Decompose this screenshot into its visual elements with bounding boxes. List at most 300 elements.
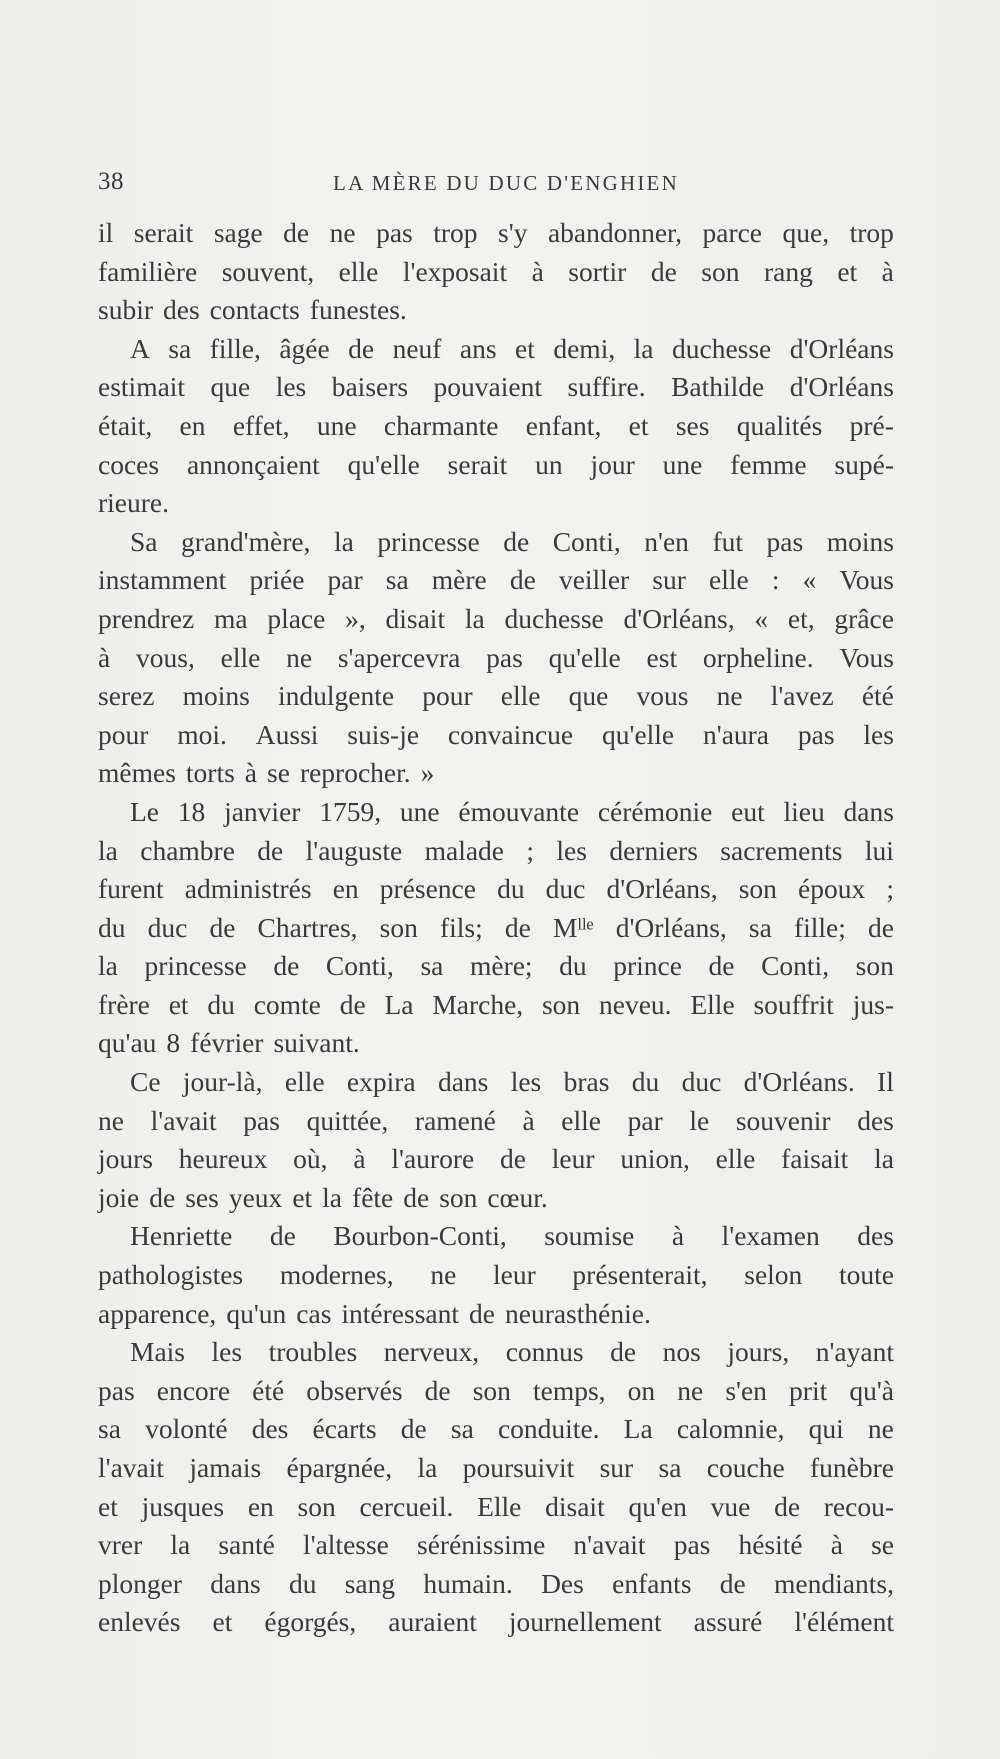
text-line xyxy=(98,1449,894,1488)
word: 1759, xyxy=(319,795,382,827)
word: humain. xyxy=(423,1567,513,1599)
word: n'avait xyxy=(573,1529,646,1561)
word: son xyxy=(379,911,418,943)
word: trop xyxy=(849,217,894,248)
word: mère; xyxy=(469,950,533,982)
text-line xyxy=(98,1488,894,1527)
word: pas xyxy=(243,1104,280,1136)
text-line xyxy=(98,986,894,1025)
word: écarts xyxy=(312,1413,377,1445)
word: de xyxy=(469,1297,495,1329)
word: furent xyxy=(98,873,164,905)
word: les xyxy=(510,1066,542,1098)
word: elle xyxy=(338,255,379,287)
word: de xyxy=(283,217,310,248)
word: Bourbon-Conti, xyxy=(333,1220,507,1252)
word: la xyxy=(98,950,118,982)
word: pour xyxy=(422,680,473,712)
word: Des xyxy=(541,1567,584,1599)
word: couche xyxy=(706,1452,785,1483)
text-line xyxy=(98,1410,894,1449)
word: ma xyxy=(213,602,248,634)
text-line xyxy=(98,1526,894,1565)
word: poursuivit xyxy=(462,1452,575,1483)
word: suis-je xyxy=(347,718,420,750)
word: de xyxy=(424,1374,451,1406)
word: égorgés, xyxy=(264,1606,357,1638)
word: de xyxy=(403,1181,430,1213)
word: apparence, xyxy=(98,1297,217,1329)
word: d'Orléans, xyxy=(615,911,727,943)
word: enfant, xyxy=(525,409,602,441)
word: l'avait xyxy=(98,1452,165,1483)
word: la xyxy=(874,1143,894,1175)
word: dans xyxy=(843,795,894,827)
word: trop xyxy=(433,217,478,248)
text-line xyxy=(98,832,894,871)
word: troubles xyxy=(268,1336,358,1368)
word: de xyxy=(269,1220,296,1252)
word: son xyxy=(541,988,581,1020)
word: neveu. xyxy=(599,988,672,1020)
word: comte xyxy=(253,988,321,1020)
word: en xyxy=(247,1490,274,1522)
text-line xyxy=(98,600,894,639)
word: l'exposait xyxy=(402,255,508,287)
word: se xyxy=(871,1529,894,1561)
word: cérémonie xyxy=(597,795,713,827)
word: disait xyxy=(385,602,446,634)
word: sérénissime xyxy=(417,1529,546,1561)
word: elle xyxy=(284,1066,325,1098)
word: administrés xyxy=(184,873,312,905)
word: pas xyxy=(673,1529,711,1561)
word: duchesse xyxy=(504,602,604,634)
word: jusques xyxy=(141,1490,225,1522)
word: Conti, xyxy=(761,950,830,982)
word: estimait xyxy=(98,371,186,403)
word: d'Orléans xyxy=(789,371,894,403)
word: enfants xyxy=(612,1567,692,1599)
word: février xyxy=(190,1027,264,1059)
word: pas xyxy=(797,718,835,750)
word: les xyxy=(556,834,587,866)
word: encore xyxy=(156,1374,231,1406)
word: disait xyxy=(545,1490,605,1522)
text-line xyxy=(98,870,894,909)
word: nos xyxy=(662,1336,701,1368)
word: son xyxy=(701,255,740,287)
word: duc xyxy=(681,1066,722,1098)
word: : xyxy=(771,564,780,596)
word: cœur. xyxy=(487,1181,548,1213)
word: abandonner, xyxy=(547,217,682,248)
word: de xyxy=(339,988,366,1020)
word: l'avait xyxy=(150,1104,217,1136)
word: malade xyxy=(424,834,505,866)
word: de xyxy=(503,525,530,557)
word: pathologistes xyxy=(98,1259,244,1291)
word: enlevés xyxy=(98,1606,181,1638)
word: bras xyxy=(563,1066,610,1098)
word: s'y xyxy=(498,217,528,248)
word: d'Orléans xyxy=(789,332,894,364)
word: heureux xyxy=(178,1143,268,1175)
word: en xyxy=(332,873,359,905)
word: quittée, xyxy=(306,1104,389,1136)
word: du xyxy=(207,988,235,1020)
text-line xyxy=(98,1565,894,1604)
word: de xyxy=(708,950,735,982)
text-line xyxy=(98,1140,894,1179)
text-line xyxy=(98,523,894,562)
word: La xyxy=(384,988,414,1020)
word: priée xyxy=(249,564,305,596)
word: jours xyxy=(98,1143,153,1175)
word: funestes. xyxy=(309,294,407,326)
text-line xyxy=(98,1333,894,1372)
word: derniers xyxy=(609,834,698,866)
word: Mˡˡᵉ xyxy=(552,911,594,943)
word: reprocher. xyxy=(299,757,411,789)
word: Vous xyxy=(839,564,894,596)
word: Aussi xyxy=(255,718,319,750)
word: et xyxy=(292,1181,313,1213)
word: joie xyxy=(98,1181,140,1213)
word: qu'en xyxy=(628,1490,687,1522)
word: effet, xyxy=(232,409,290,441)
text-line xyxy=(98,561,894,600)
text-line xyxy=(98,1217,894,1256)
word: leur xyxy=(492,1259,536,1291)
word: ; xyxy=(526,834,535,866)
word: Bathilde xyxy=(671,371,765,403)
word: de xyxy=(257,834,284,866)
word: ramené xyxy=(414,1104,496,1136)
word: un xyxy=(535,448,563,480)
word: la xyxy=(322,1181,343,1213)
word: qu'à xyxy=(849,1374,894,1406)
word: qu'elle xyxy=(347,448,420,480)
word: orpheline. xyxy=(702,641,814,673)
word: son xyxy=(472,1374,511,1406)
text-line xyxy=(98,947,894,986)
word: sage xyxy=(213,217,263,248)
word: de xyxy=(509,564,536,596)
word: était, xyxy=(98,409,153,441)
word: auraient xyxy=(388,1606,477,1638)
text-line xyxy=(98,754,894,793)
word: coces xyxy=(98,448,160,480)
word: Chartres, xyxy=(257,911,358,943)
word: de xyxy=(400,1413,427,1445)
word: Conti, xyxy=(552,525,621,557)
word: à xyxy=(98,641,111,673)
word: du xyxy=(631,1066,660,1098)
word: à xyxy=(531,255,544,287)
word: conduite. xyxy=(497,1413,600,1445)
word: de xyxy=(273,950,300,982)
word: recou- xyxy=(823,1490,894,1522)
word: sa xyxy=(98,1413,121,1445)
text-line xyxy=(98,639,894,678)
word: indulgente xyxy=(278,680,395,712)
word: duc xyxy=(545,873,586,905)
word: cercueil. xyxy=(359,1490,454,1522)
word: grand'mère, xyxy=(181,525,311,557)
word: son xyxy=(439,1181,478,1213)
word: son xyxy=(855,950,894,982)
word: la xyxy=(464,602,485,634)
word: une xyxy=(662,448,703,480)
word: nerveux, xyxy=(383,1336,480,1368)
word: elle xyxy=(709,564,749,596)
word: moins xyxy=(182,680,250,712)
word: 8 xyxy=(166,1027,181,1059)
word: Le xyxy=(130,795,160,827)
word: serez xyxy=(98,680,155,712)
text-line xyxy=(98,1372,894,1411)
word: mêmes xyxy=(98,757,176,789)
word: qu'un xyxy=(226,1297,287,1329)
word: présence xyxy=(379,873,476,905)
word: princesse xyxy=(377,525,480,557)
word: et, xyxy=(787,602,815,634)
word: une xyxy=(399,795,440,827)
word: des xyxy=(251,1413,289,1445)
word: prendrez xyxy=(98,602,195,634)
word: présenterait, xyxy=(572,1259,708,1291)
word: Conti, xyxy=(325,950,394,982)
word: intéressant xyxy=(341,1297,460,1329)
word: en xyxy=(179,409,206,441)
word: » xyxy=(420,757,435,789)
word: s'en xyxy=(725,1374,767,1406)
word: Il xyxy=(877,1066,894,1098)
word: fils; xyxy=(439,911,483,943)
text-line xyxy=(98,446,894,485)
word: frère xyxy=(98,988,150,1020)
word: Marche, xyxy=(432,988,524,1020)
word: fille; xyxy=(793,911,846,943)
word: place xyxy=(267,602,326,634)
word: et xyxy=(628,409,649,441)
word: par xyxy=(327,564,363,596)
word: l'avez xyxy=(770,680,834,712)
word: jours, xyxy=(727,1336,790,1368)
word: leur xyxy=(551,1143,595,1175)
text-line xyxy=(98,214,894,253)
page-header xyxy=(98,168,894,204)
word: jamais xyxy=(189,1452,262,1483)
word: souffrit xyxy=(753,988,834,1020)
word: baisers xyxy=(331,371,409,403)
word: neurasthénie. xyxy=(504,1297,651,1329)
word: sortir xyxy=(568,255,627,287)
word: moins xyxy=(826,525,894,557)
word: journellement xyxy=(508,1606,662,1638)
word: elle xyxy=(500,680,541,712)
word: mère xyxy=(431,564,487,596)
word: calomnie, xyxy=(676,1413,785,1445)
word: « xyxy=(754,602,769,634)
text-line xyxy=(98,1102,894,1141)
text-line xyxy=(98,291,894,330)
word: Mais xyxy=(130,1336,185,1368)
word: une xyxy=(316,409,357,441)
word: janvier xyxy=(224,795,301,827)
word: épargnée, xyxy=(286,1452,393,1483)
word: la xyxy=(633,332,654,364)
word: d'Orléans. xyxy=(743,1066,855,1098)
word: n'aura xyxy=(702,718,770,750)
word: de xyxy=(209,911,236,943)
word: dans xyxy=(210,1567,261,1599)
word: se xyxy=(267,757,290,789)
word: vous, xyxy=(136,641,195,673)
word: mendiants, xyxy=(774,1567,894,1599)
word: que, xyxy=(782,217,830,248)
text-line xyxy=(98,407,894,446)
word: ne xyxy=(430,1259,457,1291)
word: Vous xyxy=(839,641,894,673)
word: faisait xyxy=(781,1143,849,1175)
word: dans xyxy=(437,1066,489,1098)
text-line xyxy=(98,330,894,369)
word: femme xyxy=(730,448,807,480)
word: sa xyxy=(658,1452,682,1483)
word: son xyxy=(297,1490,336,1522)
word: les xyxy=(275,371,307,403)
word: fille, xyxy=(209,332,261,364)
word: elle xyxy=(715,1143,756,1175)
word: moi. xyxy=(177,718,227,750)
word: toute xyxy=(839,1259,894,1291)
word: ses xyxy=(185,1181,219,1213)
word: à xyxy=(671,1220,685,1252)
word: à xyxy=(830,1529,843,1561)
word: l'élément xyxy=(794,1606,894,1638)
text-line xyxy=(98,909,894,948)
word: est xyxy=(646,641,678,673)
word: ne xyxy=(286,641,313,673)
word: été xyxy=(252,1374,285,1406)
word: la xyxy=(333,525,354,557)
word: union, xyxy=(620,1143,690,1175)
word: l'examen xyxy=(721,1220,820,1252)
word: où, xyxy=(293,1143,328,1175)
word: sur xyxy=(599,1452,634,1483)
word: de xyxy=(719,1567,746,1599)
word: sang xyxy=(344,1567,396,1599)
word: vue xyxy=(710,1490,751,1522)
word: ; xyxy=(886,873,894,905)
word: l'auguste xyxy=(305,834,403,866)
word: soumise xyxy=(544,1220,635,1252)
word: princesse xyxy=(144,950,247,982)
word: de xyxy=(650,255,677,287)
page-number: 38 xyxy=(98,168,124,195)
word: et xyxy=(212,1606,233,1638)
word: qui xyxy=(808,1413,844,1445)
word: veiller xyxy=(558,564,630,596)
word: des xyxy=(857,1220,894,1252)
word: A xyxy=(130,332,150,364)
word: que xyxy=(568,680,609,712)
word: de xyxy=(868,911,894,943)
word: duchesse xyxy=(671,332,772,364)
word: à xyxy=(881,255,894,287)
word: la xyxy=(417,1452,438,1483)
word: suffire. xyxy=(567,371,646,403)
word: Henriette xyxy=(130,1220,233,1252)
word: l'aurore xyxy=(391,1143,475,1175)
word: temps, xyxy=(532,1374,606,1406)
word: selon xyxy=(744,1259,803,1291)
word: ne xyxy=(867,1413,894,1445)
word: elle xyxy=(561,1104,601,1136)
word: les xyxy=(211,1336,243,1368)
word: », xyxy=(345,602,366,634)
word: émouvante xyxy=(458,795,580,827)
word: demi, xyxy=(553,332,616,364)
word: ses xyxy=(675,409,710,441)
word: et xyxy=(515,332,535,364)
word: sa xyxy=(168,332,192,364)
word: plonger xyxy=(98,1567,183,1599)
word: sur xyxy=(652,564,686,596)
word: charmante xyxy=(383,409,499,441)
word: Elle xyxy=(477,1490,522,1522)
word: pas xyxy=(486,641,523,673)
word: ne xyxy=(716,680,743,712)
word: vous xyxy=(636,680,689,712)
text-line xyxy=(98,716,894,755)
word: lui xyxy=(864,834,894,866)
word: « xyxy=(802,564,817,596)
word: prit xyxy=(789,1374,828,1406)
word: grâce xyxy=(834,602,894,634)
word: torts xyxy=(185,757,235,789)
word: des xyxy=(163,294,200,326)
word: qu'au xyxy=(98,1027,157,1059)
word: neuf xyxy=(392,332,442,364)
word: contacts xyxy=(209,294,300,326)
word: funèbre xyxy=(810,1452,894,1483)
word: rang xyxy=(763,255,813,287)
word: ne xyxy=(329,217,356,248)
word: connus xyxy=(505,1336,584,1368)
word: sacrements xyxy=(720,834,843,866)
word: yeux xyxy=(228,1181,283,1213)
word: jour-là, xyxy=(182,1066,263,1098)
word: ans xyxy=(459,332,497,364)
word: Elle xyxy=(690,988,735,1020)
word: pas xyxy=(376,217,413,248)
text-line xyxy=(98,793,894,832)
word: que xyxy=(210,371,251,403)
word: pas xyxy=(98,1374,135,1406)
word: hésité xyxy=(738,1529,803,1561)
word: n'ayant xyxy=(815,1336,894,1368)
word: qu'elle xyxy=(601,718,675,750)
text-line xyxy=(98,677,894,716)
word: serait xyxy=(133,217,194,248)
word: qualités xyxy=(736,409,823,441)
word: instamment xyxy=(98,564,227,596)
word: pas xyxy=(766,525,804,557)
text-line xyxy=(98,1179,894,1218)
